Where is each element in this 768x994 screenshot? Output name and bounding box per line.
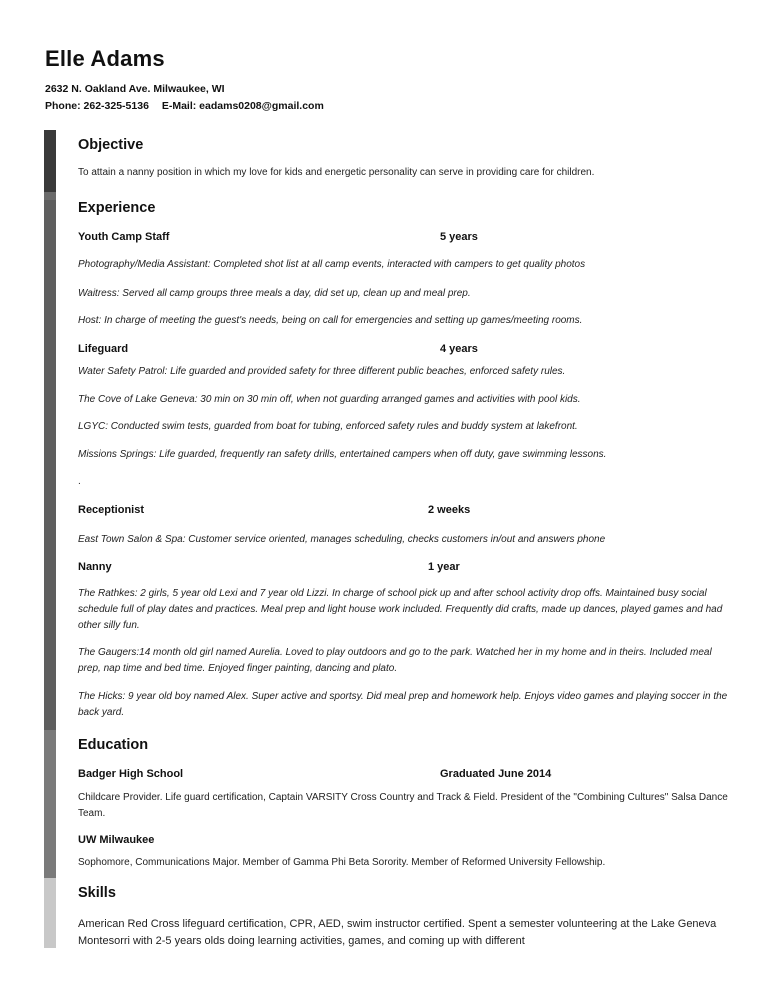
address-line: 2632 N. Oakland Ave. Milwaukee, WI (45, 83, 225, 95)
skills-text: American Red Cross lifeguard certification, CPR, AED, swim instructor certified. Spent a semester volunteering at the Lake Geneva Montesorri with 2-5 years olds doing learning activities, games, and coming up with different (78, 918, 717, 947)
job-detail: Waitress: Served all camp groups three meals a day, did set up, clean up and meal prep. (78, 288, 471, 299)
sidebar-segment (44, 130, 56, 192)
email-address: eadams0208@gmail.com (199, 100, 324, 112)
school-detail: Childcare Provider. Life guard certification, Captain VARSITY Cross Country and Track & Field. President of the "Combining Cultures" Salsa Dance Team. (78, 792, 728, 819)
objective-text: To attain a nanny position in which my love for kids and energetic personality can serve in providing care for children. (78, 167, 595, 178)
job-detail: Photography/Media Assistant: Completed shot list at all camp events, interacted with campers to get quality photos (78, 259, 586, 270)
job-detail: Host: In charge of meeting the guest's needs, being on call for emergencies and setting up games/meeting rooms. (78, 315, 583, 326)
job-detail: Water Safety Patrol: Life guarded and provided safety for three different public beaches, enforced safety rules. (78, 366, 566, 377)
section-title-experience: Experience (78, 200, 156, 216)
job-detail: . (78, 476, 81, 487)
job-title-nanny: Nanny (78, 561, 112, 573)
sidebar-accent-bar (44, 130, 56, 948)
job-detail: The Rathkes: 2 girls, 5 year old Lexi and 7 year old Lizzi. In charge of school pick up and after school activity drop offs. Maintained busy social schedule full of play dates and practices. Meal prep and light house work included. Frequently did crafts, made up dances, played games and had other silly fun. (78, 588, 723, 631)
job-detail: The Cove of Lake Geneva: 30 min on 30 min off, when not guarding arranged games and activities with pool kids. (78, 394, 581, 405)
school-name-badger: Badger High School (78, 768, 184, 780)
sidebar-segment (44, 192, 56, 200)
email-label: E-Mail: (161, 100, 197, 112)
resume-name: Elle Adams (45, 46, 165, 71)
phone-label: Phone: (45, 100, 81, 112)
sidebar-segment (44, 878, 56, 948)
contact-line (45, 100, 324, 112)
section-title-education: Education (78, 737, 149, 753)
section-title-skills: Skills (78, 885, 116, 901)
job-detail: LGYC: Conducted swim tests, guarded from boat for tubing, enforced safety rules and buddy system at lakefront. (78, 421, 578, 432)
school-name-uwm: UW Milwaukee (78, 834, 155, 846)
job-duration-nanny: 1 year (428, 561, 460, 573)
job-detail: East Town Salon & Spa: Customer service oriented, manages scheduling, checks customers in/out and answers phone (78, 534, 606, 545)
section-title-objective: Objective (78, 137, 144, 153)
phone-number: 262-325-5136 (83, 100, 149, 112)
school-detail: Sophomore, Communications Major. Member of Gamma Phi Beta Sorority. Member of Reformed University Fellowship. (78, 857, 606, 868)
job-detail: The Hicks: 9 year old boy named Alex. Super active and sportsy. Did meal prep and homework help. Enjoys video games and playing soccer in the back yard. (78, 691, 728, 718)
job-title-youth-camp: Youth Camp Staff (78, 231, 170, 243)
school-date-badger: Graduated June 2014 (440, 768, 552, 780)
job-title-receptionist: Receptionist (78, 504, 145, 516)
sidebar-segment (44, 200, 56, 730)
sidebar-segment (44, 730, 56, 878)
job-detail: The Gaugers:14 month old girl named Aurelia. Loved to play outdoors and go to the park. Watched her in my home and in theirs. Included meal prep, nap time and bed time. Enjoyed finger painting, dancing and plato. (78, 647, 712, 674)
job-detail: Missions Springs: Life guarded, frequently ran safety drills, entertained campers when off duty, gave swimming lessons. (78, 449, 607, 460)
job-duration-receptionist: 2 weeks (428, 504, 471, 516)
job-duration-youth-camp: 5 years (440, 231, 478, 243)
job-title-lifeguard: Lifeguard (78, 343, 129, 355)
job-duration-lifeguard: 4 years (440, 343, 478, 355)
